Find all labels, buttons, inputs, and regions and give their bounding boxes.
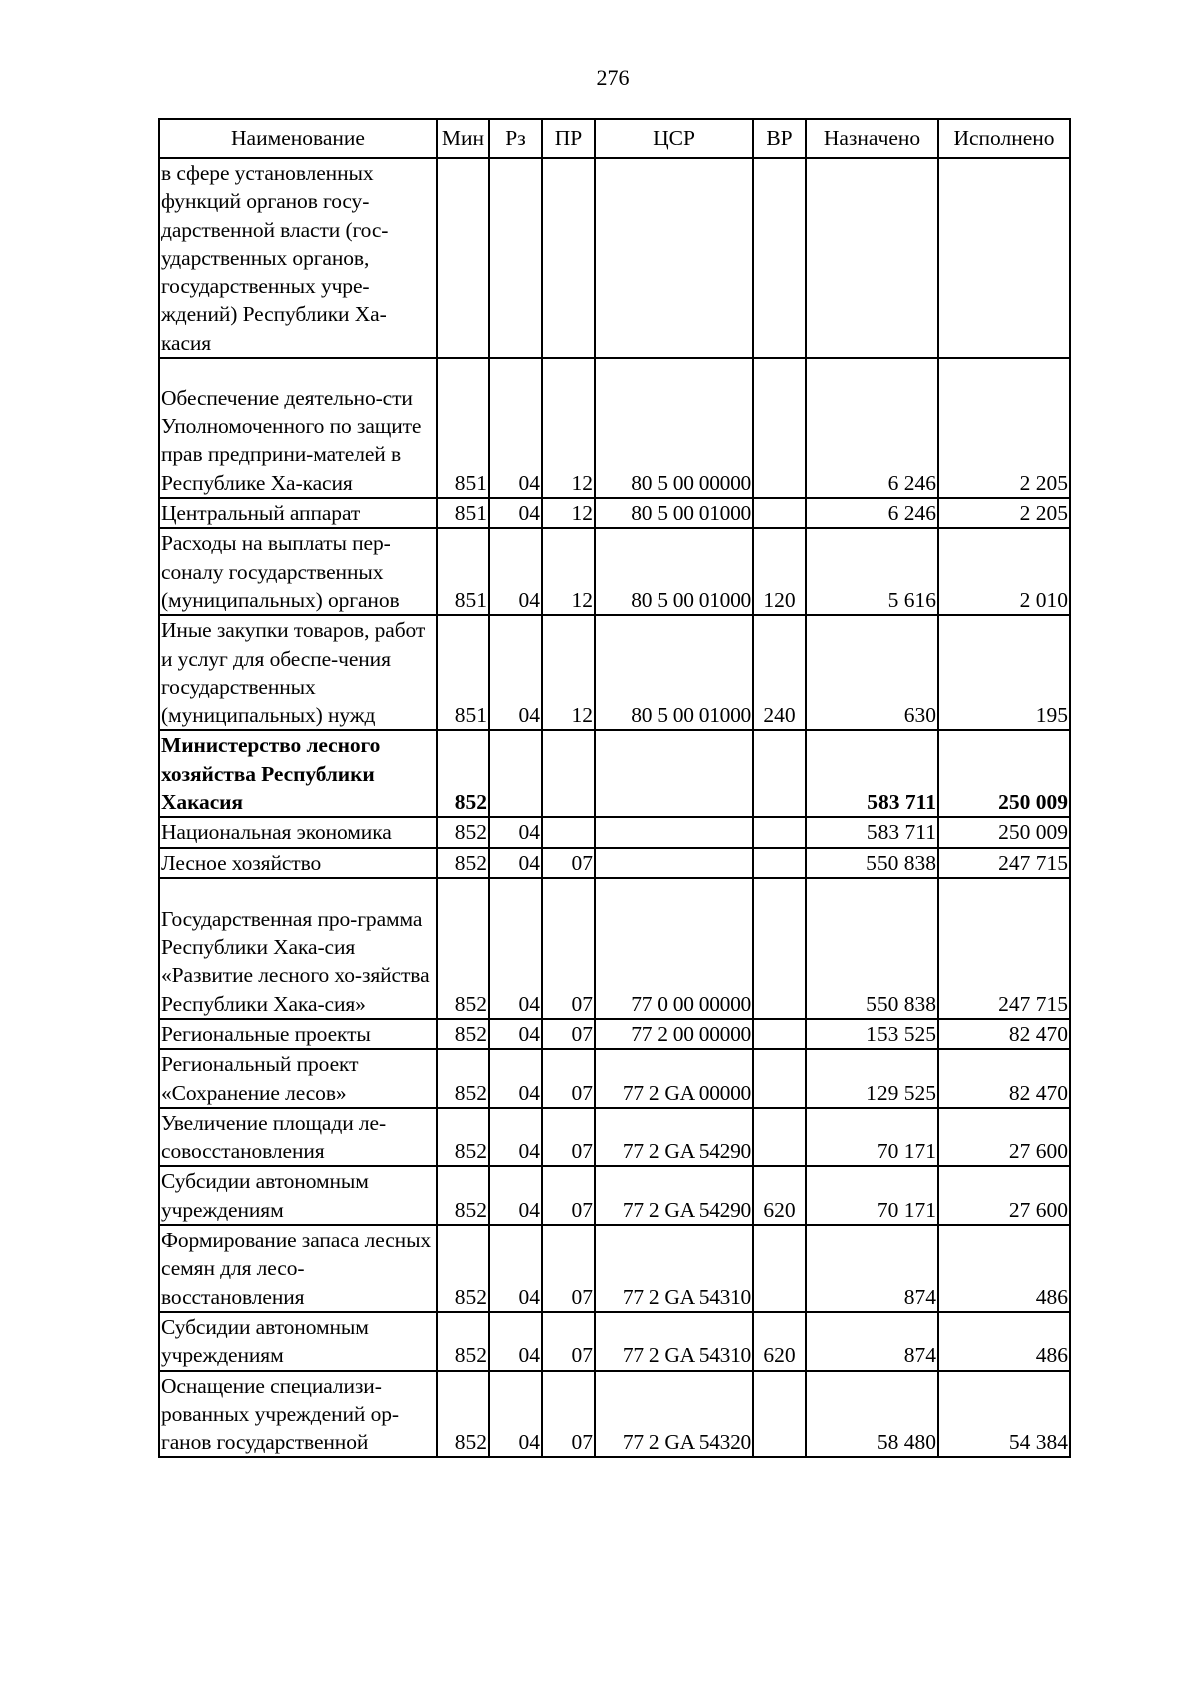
table-cell-csr: 77 0 00 00000 (595, 878, 753, 1019)
table-row (159, 615, 1070, 730)
table-cell-vr: 120 (753, 528, 806, 615)
table-row (159, 358, 1070, 498)
table-row (159, 1019, 1070, 1049)
table-cell-name: Государственная про-грамма Республики Хака-сия «Развитие лесного хо-зяйства Республики Хака-сия» (159, 878, 437, 1019)
table-cell-executed: 2 205 (938, 498, 1070, 528)
table-cell-min: 852 (437, 1312, 489, 1371)
column-header-pr: ПР (542, 119, 595, 158)
table-cell-pr: 07 (542, 1225, 595, 1312)
table-row (159, 1108, 1070, 1167)
table-cell-executed: 250 009 (938, 817, 1070, 847)
table-cell-assigned: 70 171 (806, 1166, 938, 1225)
table-cell-vr: 620 (753, 1166, 806, 1225)
table-cell-assigned: 5 616 (806, 528, 938, 615)
table-cell-vr (753, 158, 806, 358)
table-cell-name: Министерство лесного хозяйства Республики Хакасия (159, 730, 437, 817)
column-header-rz: Рз (489, 119, 542, 158)
table-row (159, 1049, 1070, 1108)
table-cell-assigned: 129 525 (806, 1049, 938, 1108)
column-header-assigned: Назначено (806, 119, 938, 158)
table-cell-vr (753, 848, 806, 878)
table-cell-executed: 82 470 (938, 1019, 1070, 1049)
table-cell-assigned: 58 480 (806, 1371, 938, 1458)
table-cell-assigned: 550 838 (806, 848, 938, 878)
table-cell-csr: 80 5 00 01000 (595, 498, 753, 528)
table-cell-rz (489, 158, 542, 358)
table-cell-assigned: 583 711 (806, 817, 938, 847)
table-cell-pr: 07 (542, 1371, 595, 1458)
table-cell-min: 851 (437, 528, 489, 615)
table-cell-pr: 12 (542, 528, 595, 615)
table-cell-name: Обеспечение деятельно-сти Уполномоченного по защите прав предприни-мателей в Республике Ха-касия (159, 358, 437, 498)
table-cell-pr (542, 730, 595, 817)
table-cell-pr: 07 (542, 1166, 595, 1225)
table-cell-rz: 04 (489, 1166, 542, 1225)
table-cell-executed: 247 715 (938, 848, 1070, 878)
column-header-min: Мин (437, 119, 489, 158)
table-cell-rz: 04 (489, 1312, 542, 1371)
table-cell-assigned: 6 246 (806, 498, 938, 528)
table-cell-min: 852 (437, 1225, 489, 1312)
table-cell-rz: 04 (489, 817, 542, 847)
table-row (159, 528, 1070, 615)
budget-table (158, 118, 1071, 1458)
table-cell-min: 852 (437, 1049, 489, 1108)
table-cell-rz: 04 (489, 498, 542, 528)
table-cell-min (437, 158, 489, 358)
table-row (159, 158, 1070, 358)
table-cell-rz: 04 (489, 615, 542, 730)
table-cell-executed: 82 470 (938, 1049, 1070, 1108)
column-header-name: Наименование (159, 119, 437, 158)
table-row (159, 848, 1070, 878)
table-cell-vr (753, 1019, 806, 1049)
table-cell-rz: 04 (489, 848, 542, 878)
table-cell-name: в сфере установленных функций органов госу-дарственной власти (гос-ударственных органов, государственных учре-ждений) Республики Ха-касия (159, 158, 437, 358)
table-cell-name: Субсидии автономным учреждениям (159, 1166, 437, 1225)
table-cell-pr: 07 (542, 1108, 595, 1167)
table-cell-pr: 12 (542, 615, 595, 730)
table-cell-pr: 07 (542, 1312, 595, 1371)
table-cell-min: 852 (437, 878, 489, 1019)
table-cell-min: 851 (437, 358, 489, 498)
table-cell-rz (489, 730, 542, 817)
table-cell-assigned: 70 171 (806, 1108, 938, 1167)
table-row (159, 1312, 1070, 1371)
table-cell-rz: 04 (489, 878, 542, 1019)
table-cell-name: Формирование запаса лесных семян для лесо-восстановления (159, 1225, 437, 1312)
table-cell-name: Национальная экономика (159, 817, 437, 847)
table-cell-assigned: 583 711 (806, 730, 938, 817)
table-cell-rz: 04 (489, 1108, 542, 1167)
table-cell-name: Лесное хозяйство (159, 848, 437, 878)
table-cell-vr (753, 498, 806, 528)
table-row (159, 1371, 1070, 1458)
table-cell-rz: 04 (489, 358, 542, 498)
table-cell-pr: 07 (542, 878, 595, 1019)
table-cell-vr (753, 1225, 806, 1312)
table-cell-rz: 04 (489, 1049, 542, 1108)
table-cell-vr (753, 878, 806, 1019)
table-cell-min: 852 (437, 1166, 489, 1225)
table-cell-assigned: 874 (806, 1225, 938, 1312)
table-cell-vr (753, 358, 806, 498)
table-cell-min: 852 (437, 1108, 489, 1167)
table-cell-assigned: 630 (806, 615, 938, 730)
table-cell-assigned: 6 246 (806, 358, 938, 498)
table-cell-name: Расходы на выплаты пер-соналу государственных (муниципальных) органов (159, 528, 437, 615)
table-cell-assigned: 550 838 (806, 878, 938, 1019)
table-cell-name: Увеличение площади ле-совосстановления (159, 1108, 437, 1167)
table-cell-rz: 04 (489, 1225, 542, 1312)
table-cell-csr: 80 5 00 00000 (595, 358, 753, 498)
table-row (159, 1166, 1070, 1225)
table-cell-min: 852 (437, 1019, 489, 1049)
table-cell-vr: 240 (753, 615, 806, 730)
table-cell-csr (595, 158, 753, 358)
table-cell-csr: 77 2 00 00000 (595, 1019, 753, 1049)
table-cell-executed: 250 009 (938, 730, 1070, 817)
table-header-row (159, 119, 1070, 158)
table-cell-name: Региональные проекты (159, 1019, 437, 1049)
table-cell-pr: 07 (542, 1019, 595, 1049)
page-number: 276 (596, 65, 630, 90)
table-cell-pr (542, 817, 595, 847)
table-cell-executed: 486 (938, 1312, 1070, 1371)
table-cell-rz: 04 (489, 1019, 542, 1049)
table-cell-executed: 247 715 (938, 878, 1070, 1019)
table-cell-csr: 77 2 GA 00000 (595, 1049, 753, 1108)
table-row (159, 817, 1070, 847)
table-cell-executed: 195 (938, 615, 1070, 730)
table-cell-pr: 07 (542, 1049, 595, 1108)
table-cell-vr (753, 1371, 806, 1458)
table-cell-executed: 27 600 (938, 1108, 1070, 1167)
table-cell-assigned: 153 525 (806, 1019, 938, 1049)
table-cell-assigned: 874 (806, 1312, 938, 1371)
table-cell-csr: 77 2 GA 54290 (595, 1108, 753, 1167)
table-cell-executed: 54 384 (938, 1371, 1070, 1458)
table-cell-csr (595, 848, 753, 878)
table-cell-pr (542, 158, 595, 358)
table-cell-vr (753, 730, 806, 817)
table-cell-pr: 12 (542, 358, 595, 498)
table-cell-min: 851 (437, 615, 489, 730)
table-row (159, 878, 1070, 1019)
table-cell-min: 852 (437, 848, 489, 878)
table-cell-executed: 2 010 (938, 528, 1070, 615)
table-row (159, 730, 1070, 817)
table-cell-pr: 07 (542, 848, 595, 878)
column-header-executed: Исполнено (938, 119, 1070, 158)
table-cell-name: Иные закупки товаров, работ и услуг для обеспе-чения государственных (муниципальных) нужд (159, 615, 437, 730)
table-cell-executed: 2 205 (938, 358, 1070, 498)
table-cell-csr: 80 5 00 01000 (595, 615, 753, 730)
table-cell-assigned (806, 158, 938, 358)
table-cell-csr: 77 2 GA 54290 (595, 1166, 753, 1225)
table-cell-executed (938, 158, 1070, 358)
table-cell-vr (753, 817, 806, 847)
table-cell-name: Оснащение специализи-рованных учреждений ор-ганов государственной (159, 1371, 437, 1458)
column-header-csr: ЦСР (595, 119, 753, 158)
table-cell-executed: 486 (938, 1225, 1070, 1312)
table-cell-pr: 12 (542, 498, 595, 528)
table-cell-name: Центральный аппарат (159, 498, 437, 528)
table-cell-min: 852 (437, 817, 489, 847)
table-cell-csr (595, 730, 753, 817)
table-cell-rz: 04 (489, 1371, 542, 1458)
table-cell-name: Региональный проект «Сохранение лесов» (159, 1049, 437, 1108)
table-cell-vr (753, 1108, 806, 1167)
table-cell-vr: 620 (753, 1312, 806, 1371)
table-cell-executed: 27 600 (938, 1166, 1070, 1225)
table-cell-csr: 77 2 GA 54320 (595, 1371, 753, 1458)
table-cell-name: Субсидии автономным учреждениям (159, 1312, 437, 1371)
table-cell-min: 851 (437, 498, 489, 528)
table-cell-vr (753, 1049, 806, 1108)
table-cell-csr (595, 817, 753, 847)
table-cell-min: 852 (437, 730, 489, 817)
column-header-vr: ВР (753, 119, 806, 158)
table-row (159, 498, 1070, 528)
table-row (159, 1225, 1070, 1312)
table-cell-csr: 80 5 00 01000 (595, 528, 753, 615)
table-cell-min: 852 (437, 1371, 489, 1458)
table-cell-csr: 77 2 GA 54310 (595, 1312, 753, 1371)
table-cell-rz: 04 (489, 528, 542, 615)
table-cell-csr: 77 2 GA 54310 (595, 1225, 753, 1312)
